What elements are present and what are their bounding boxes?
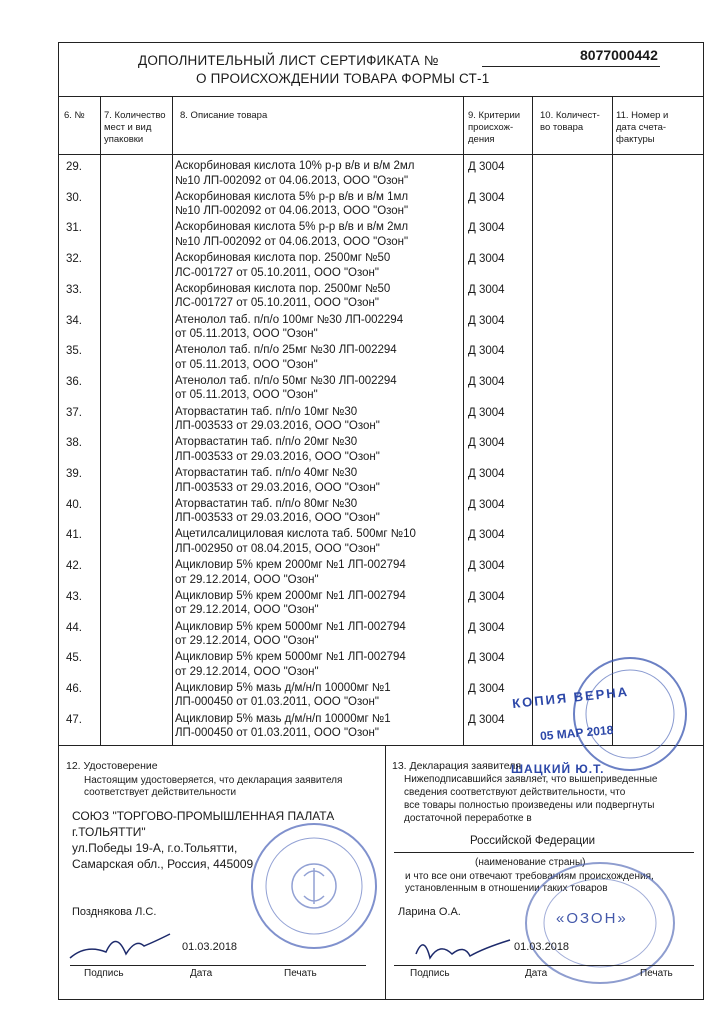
left-label-stamp: Печать [284, 968, 317, 979]
row-description [175, 681, 465, 710]
declaration-heading: 13. Декларация заявителя [392, 760, 522, 772]
colhead-number: 6. № [64, 110, 85, 121]
row-description-line-1: Атенолол таб. п/п/о 50мг №30 ЛП-002294 [175, 374, 397, 387]
row-description [175, 497, 465, 526]
table-row [58, 372, 704, 404]
row-description [175, 159, 465, 188]
row-description-line-1: Аскорбиновая кислота 10% р-р в/в и в/м 2мл [175, 160, 415, 172]
declaration-text-2: сведения соответствуют действительности, что [404, 787, 626, 798]
declaration-country: Российской Федерации [470, 835, 596, 847]
table-row [58, 403, 704, 435]
row-description-line-2: от 29.12.2014, ООО "Озон" [175, 573, 319, 586]
row-description-line-2: ЛП-002950 от 08.04.2015, ООО "Озон" [175, 542, 380, 555]
copy-stamp-name: ШАЦКИЙ Ю.Т. [511, 762, 605, 776]
row-criteria: Д 3004 [468, 682, 505, 695]
declaration-text-6: установленным в отношении таких товаров [405, 883, 608, 894]
table-row [58, 157, 704, 189]
right-label-date: Дата [525, 968, 548, 979]
row-criteria: Д 3004 [468, 468, 505, 480]
row-description-line-1: Ацикловир 5% крем 2000мг №1 ЛП-002794 [175, 559, 406, 572]
row-number: 35. [66, 345, 82, 358]
row-criteria: Д 3004 [468, 529, 505, 542]
row-description-line-2: ЛП-003533 от 29.03.2016, ООО "Озон" [175, 450, 380, 463]
row-criteria: Д 3004 [468, 161, 505, 173]
row-description-line-2: ЛС-001727 от 05.10.2011, ООО "Озон" [175, 297, 379, 310]
colhead-packaging: 7. Количество мест и вид упаковки [104, 110, 166, 145]
row-number: 45. [66, 652, 82, 665]
declaration-text-3: все товары полностью произведены или подвергнуты [404, 800, 655, 811]
row-description [175, 190, 465, 219]
table-row [58, 311, 704, 343]
row-description-line-2: от 29.12.2014, ООО "Озон" [175, 604, 319, 617]
row-description-line-1: Аторвастатин таб. п/п/о 20мг №30 [175, 436, 358, 449]
row-criteria: Д 3004 [468, 345, 505, 358]
left-date: 01.03.2018 [182, 941, 238, 953]
row-number: 34. [66, 314, 82, 327]
declaration-text-5: и что все они отвечают требованиям происхождения, [405, 871, 654, 882]
row-description-line-1: Ацетилсалициловая кислота таб. 500мг №10 [175, 528, 416, 541]
copy-stamp-text: КОПИЯ ВЕРНА [511, 683, 630, 712]
row-number: 36. [66, 375, 82, 388]
row-number: 46. [66, 682, 82, 695]
row-description-line-2: ЛП-003533 от 29.03.2016, ООО "Озон" [175, 481, 380, 494]
chamber-address-2: Самарская обл., Россия, 445009 [72, 857, 254, 871]
left-label-date: Дата [190, 968, 213, 979]
colhead-invoice: 11. Номер и дата счета-фактуры [616, 110, 669, 145]
table-row [58, 188, 704, 220]
row-criteria: Д 3004 [468, 283, 505, 296]
title-line-2: О ПРОИСХОЖДЕНИИ ТОВАРА ФОРМЫ СТ-1 [196, 71, 490, 86]
row-description [175, 558, 465, 587]
certificate-number-underline [482, 66, 660, 67]
attestation-text-2: соответствует действительности [84, 787, 237, 798]
row-criteria: Д 3004 [468, 590, 505, 603]
row-criteria: Д 3004 [468, 560, 505, 573]
table-row [58, 280, 704, 312]
certificate-number: 8077000442 [580, 47, 658, 63]
row-description [175, 620, 465, 649]
table-row [58, 249, 704, 281]
table-row [58, 556, 704, 588]
row-description-line-1: Ацикловир 5% крем 2000мг №1 ЛП-002794 [175, 589, 406, 602]
table-row [58, 464, 704, 496]
row-number: 29. [66, 161, 82, 173]
row-criteria: Д 3004 [468, 253, 505, 266]
row-number: 41. [66, 529, 82, 542]
row-criteria: Д 3004 [468, 314, 505, 327]
row-number: 44. [66, 621, 82, 634]
right-date: 01.03.2018 [514, 941, 570, 953]
left-signature-line [70, 965, 366, 966]
colhead-quantity: 10. Количест-во товара [540, 110, 600, 133]
chamber-address-1: ул.Победы 19-А, г.о.Тольятти, [72, 841, 238, 855]
row-description-line-2: от 29.12.2014, ООО "Озон" [175, 665, 319, 678]
row-description [175, 343, 465, 372]
row-description-line-1: Аскорбиновая кислота 5% р-р в/в и в/м 2мл [175, 221, 409, 234]
chamber-seal [248, 820, 380, 952]
left-label-signature: Подпись [84, 968, 124, 979]
row-number: 33. [66, 283, 82, 296]
row-number: 31. [66, 222, 82, 235]
row-description [175, 405, 465, 434]
row-number: 30. [66, 191, 82, 204]
row-description-line-2: от 29.12.2014, ООО "Озон" [175, 635, 319, 647]
left-signature [66, 924, 176, 966]
table-row [58, 525, 704, 557]
column-header-divider [58, 154, 704, 155]
header-divider [58, 96, 704, 97]
row-description-line-2: от 05.11.2013, ООО "Озон" [175, 358, 318, 371]
table-row [58, 618, 704, 650]
row-description-line-1: Ацикловир 5% мазь д/м/н/п 10000мг №1 [175, 681, 391, 694]
row-description [175, 435, 465, 464]
row-criteria: Д 3004 [468, 191, 505, 204]
table-row [58, 433, 704, 465]
row-description-line-1: Ацикловир 5% крем 5000мг №1 ЛП-002794 [175, 651, 406, 664]
chamber-name-1: СОЮЗ "ТОРГОВО-ПРОМЫШЛЕННАЯ ПАЛАТА [72, 809, 335, 823]
country-line [394, 852, 694, 853]
row-description [175, 527, 465, 556]
row-description-line-1: Аторвастатин таб. п/п/о 80мг №30 [175, 497, 358, 510]
row-description [175, 282, 465, 311]
country-label: (наименование страны) [475, 857, 586, 868]
left-signer-name: Позднякова Л.С. [72, 906, 157, 918]
right-signer-name: Ларина О.А. [398, 906, 461, 918]
declaration-text-4: достаточной переработке в [404, 813, 532, 824]
row-description [175, 650, 465, 679]
table-row [58, 495, 704, 527]
row-description [175, 374, 465, 403]
copy-stamp-date: 05 МАР 2018 [539, 722, 614, 744]
row-description [175, 589, 465, 618]
company-seal-text: «ОЗОН» [556, 910, 628, 927]
row-description [175, 712, 465, 741]
title-line-1: ДОПОЛНИТЕЛЬНЫЙ ЛИСТ СЕРТИФИКАТА № [138, 53, 439, 68]
row-description-line-2: №10 ЛП-002092 от 04.06.2013, ООО "Озон" [175, 205, 409, 218]
row-description [175, 313, 465, 342]
row-description-line-2: ЛП-000450 от 01.03.2011, ООО "Озон" [175, 727, 379, 740]
right-signature-line [394, 965, 694, 966]
row-number: 42. [66, 560, 82, 573]
row-number: 43. [66, 590, 82, 603]
row-number: 38. [66, 437, 82, 450]
row-criteria: Д 3004 [468, 437, 505, 450]
row-description-line-1: Аторвастатин таб. п/п/о 40мг №30 [175, 467, 358, 479]
row-criteria: Д 3004 [468, 222, 505, 235]
row-description-line-2: ЛП-003533 от 29.03.2016, ООО "Озон" [175, 512, 380, 525]
row-description [175, 251, 465, 280]
colhead-criteria: 9. Критерии происхож-дения [468, 110, 521, 145]
right-label-stamp: Печать [640, 968, 673, 979]
row-description-line-2: №10 ЛП-002092 от 04.06.2013, ООО "Озон" [175, 235, 409, 248]
row-criteria: Д 3004 [468, 375, 505, 388]
row-description-line-2: ЛП-000450 от 01.03.2011, ООО "Озон" [175, 696, 379, 709]
declaration-text-1: Нижеподписавшийся заявляет, что вышеприведенные [404, 774, 658, 785]
row-description-line-1: Атенолол таб. п/п/о 100мг №30 ЛП-002294 [175, 313, 404, 326]
row-description-line-1: Аскорбиновая кислота пор. 2500мг №50 [175, 282, 391, 295]
row-description [175, 220, 465, 249]
table-row [58, 218, 704, 250]
row-description-line-2: ЛП-003533 от 29.03.2016, ООО "Озон" [175, 420, 380, 433]
right-signature [410, 924, 520, 966]
footer-split-line [385, 745, 386, 1000]
row-description-line-1: Аскорбиновая кислота 5% р-р в/в и в/м 1мл [175, 190, 409, 203]
row-description-line-2: ЛС-001727 от 05.10.2011, ООО "Озон" [175, 266, 379, 279]
attestation-text-1: Настоящим удостоверяется, что декларация заявителя [84, 775, 343, 786]
right-label-signature: Подпись [410, 968, 450, 979]
row-criteria: Д 3004 [468, 621, 505, 634]
row-number: 37. [66, 406, 82, 419]
row-description-line-1: Атенолол таб. п/п/о 25мг №30 ЛП-002294 [175, 344, 397, 357]
row-number: 39. [66, 468, 82, 480]
table-row [58, 587, 704, 619]
row-number: 40. [66, 498, 82, 511]
table-row [58, 341, 704, 373]
row-description-line-1: Ацикловир 5% мазь д/м/н/п 10000мг №1 [175, 712, 391, 725]
row-number: 47. [66, 713, 82, 726]
row-number: 32. [66, 253, 82, 266]
row-criteria: Д 3004 [468, 498, 505, 511]
row-description-line-2: от 05.11.2013, ООО "Озон" [175, 389, 318, 402]
chamber-name-2: г.ТОЛЬЯТТИ" [72, 825, 146, 839]
row-description-line-1: Аскорбиновая кислота пор. 2500мг №50 [175, 252, 391, 265]
row-criteria: Д 3004 [468, 713, 505, 726]
row-criteria: Д 3004 [468, 406, 505, 419]
row-description-line-1: Аторвастатин таб. п/п/о 10мг №30 [175, 405, 358, 418]
row-description-line-2: от 05.11.2013, ООО "Озон" [175, 328, 318, 340]
attestation-heading: 12. Удостоверение [66, 760, 158, 772]
row-description-line-1: Ацикловир 5% крем 5000мг №1 ЛП-002794 [175, 620, 406, 633]
row-description [175, 466, 465, 495]
row-description-line-2: №10 ЛП-002092 от 04.06.2013, ООО "Озон" [175, 174, 409, 187]
colhead-description: 8. Описание товара [180, 110, 268, 121]
row-criteria: Д 3004 [468, 652, 505, 665]
